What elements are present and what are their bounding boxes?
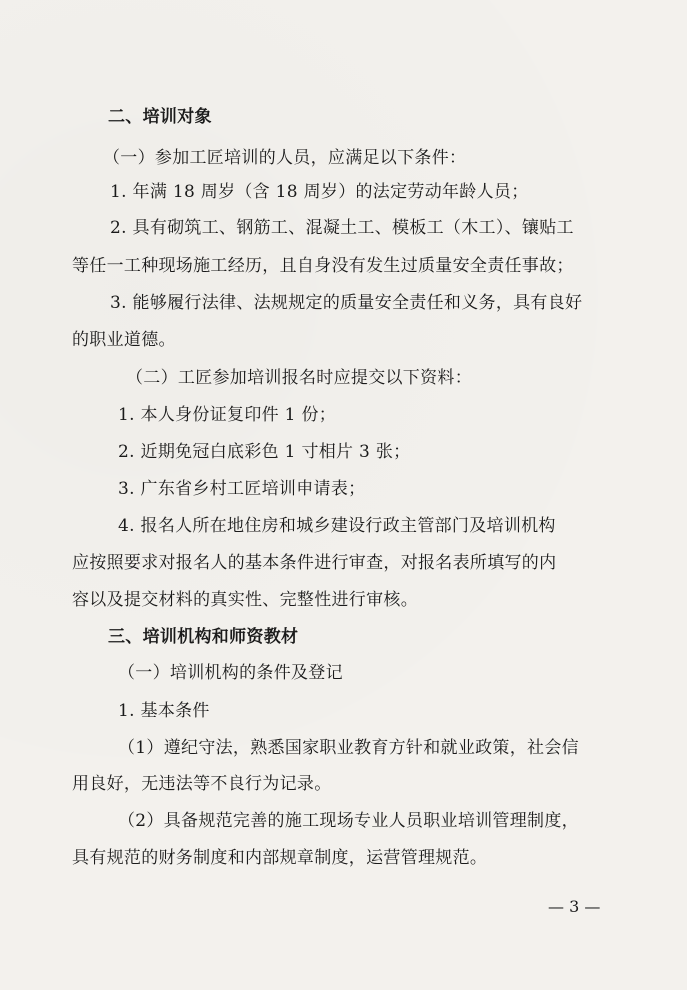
section-heading-2: 二、培训对象	[108, 107, 212, 127]
paragraph-line: 2. 具有砌筑工、钢筋工、混凝土工、模板工（木工）、镶贴工	[110, 218, 574, 238]
paragraph-line: 的职业道德。	[72, 330, 176, 350]
paragraph-line: 容以及提交材料的真实性、完整性进行审核。	[72, 590, 418, 610]
paragraph-line: （一）培训机构的条件及登记	[118, 663, 343, 683]
paragraph-line: 1. 基本条件	[118, 701, 210, 721]
paragraph-line: （2）具备规范完善的施工现场专业人员职业培训管理制度，	[118, 811, 579, 831]
paragraph-line: 4. 报名人所在地住房和城乡建设行政主管部门及培训机构	[118, 516, 556, 536]
section-heading-3: 三、培训机构和师资教材	[108, 627, 299, 647]
paragraph-line: 3. 广东省乡村工匠培训申请表；	[118, 479, 366, 499]
paragraph-line: （一）参加工匠培训的人员，应满足以下条件：	[103, 148, 467, 168]
paragraph-line: 1. 本人身份证复印件 1 份；	[118, 405, 337, 425]
paragraph-line: （二）工匠参加培训报名时应提交以下资料：	[126, 368, 472, 388]
paragraph-line: 具有规范的财务制度和内部规章制度，运营管理规范。	[72, 848, 488, 868]
paragraph-line: （1）遵纪守法，熟悉国家职业教育方针和就业政策，社会信	[118, 738, 579, 758]
page-number: — 3 —	[548, 897, 601, 916]
paragraph-line: 等任一工种现场施工经历，且自身没有发生过质量安全责任事故；	[72, 256, 574, 276]
paragraph-line: 应按照要求对报名人的基本条件进行审查，对报名表所填写的内	[72, 553, 557, 573]
paragraph-line: 1. 年满 18 周岁（含 18 周岁）的法定劳动年龄人员；	[110, 182, 529, 202]
paragraph-line: 2. 近期免冠白底彩色 1 寸相片 3 张；	[118, 442, 411, 462]
paragraph-line: 3. 能够履行法律、法规规定的质量安全责任和义务，具有良好	[110, 293, 583, 313]
paragraph-line: 用良好，无违法等不良行为记录。	[72, 774, 332, 794]
